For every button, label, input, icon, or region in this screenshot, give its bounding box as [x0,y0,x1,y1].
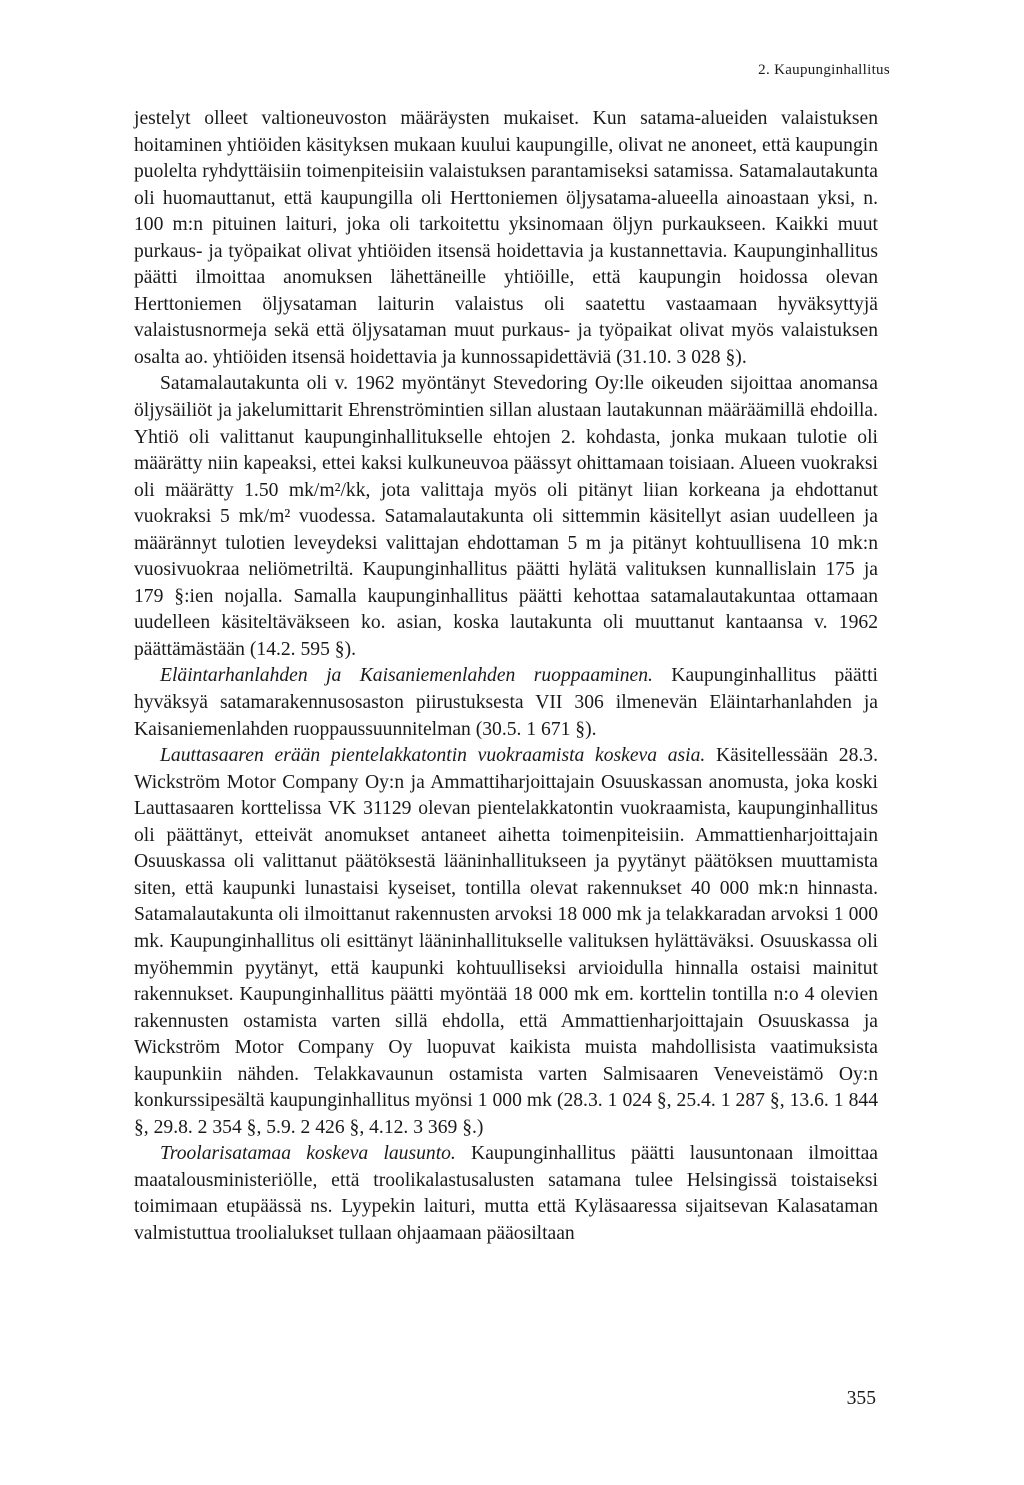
paragraph-text: Kaupunginhallitus päätti lausuntonaan ilmoittaa maatalousministeriölle, että troolikalastusalusten satamana tulee Helsingissä toistaiseksi toimimaan etupäässä ns. Lyypekin laituri, mutta että Kyläsaaressa sijaitsevan Kalasataman valmistuttua troolialukset tullaan ohjaamaan pääosiltaan [134,1143,878,1244]
paragraph-text: jestelyt olleet valtioneuvoston määräysten mukaiset. Kun satama-alueiden valaistuksen hoitaminen yhtiöiden käsityksen mukaan kuului kaupungille, olivat ne anoneet, että kaupungin puolelta ryhdyttäisiin toimenpiteisiin valaistuksen parantamiseksi satamissa. Satamalautakunta oli huomauttanut, että kaupungilla oli Herttoniemen öljysatama-alueella ainoastaan yksi, n. 100 m:n pituinen laituri, joka oli tarkoitettu yksinomaan öljyn purkaukseen. Kaikki muut purkaus- ja työpaikat olivat yhtiöiden itsensä hoidettavia ja kustannettavia. Kaupunginhallitus päätti ilmoittaa anomuksen lähettäneille yhtiöille, että kaupungin hoidossa olevan Herttoniemen öljysataman laiturin valaistus oli saatettu vastaamaan hyväksyttyjä valaistusnormeja sekä että öljysataman muut purkaus- ja työpaikat olivat myös valaistuksen osalta ao. yhtiöiden itsensä hoidettavia ja kunnossapidettäviä (31.10. 3 028 §). [134,108,878,368]
paragraph-lauttasaari [134,743,878,1141]
paragraph-text: Käsitellessään 28.3. Wickström Motor Company Oy:n ja Ammattiharjoittajain Osuuskassan anomusta, joka koski Lauttasaaren korttelissa VK 31129 olevan pientelakkatontin vuokraamista, kaupunginhallitus oli päättänyt, etteivät anomukset antaneet aihetta toimenpiteisiin. Ammattienharjoittajain Osuuskassa oli valittanut päätöksestä lääninhallitukseen ja pyytänyt päätöksen muuttamista siten, että kaupunki lunastaisi kyseiset, tontilla olevat rakennukset 40 000 mk:n hinnasta. Satamalautakunta oli ilmoittanut rakennusten arvoksi 18 000 mk ja telakkaradan arvoksi 1 000 mk. Kaupunginhallitus oli esittänyt lääninhallitukselle valituksen hylättäväksi. Osuuskassa oli myöhemmin pyytänyt, että kaupunki kohtuulliseksi arvioidulla hinnalla ostaisi mainitut rakennukset. Kaupunginhallitus päätti myöntää 18 000 mk em. korttelin tontilla n:o 4 olevien rakennusten ostamista varten sillä ehdolla, että Ammattienharjoittajain Osuuskassa ja Wickström Motor Company Oy luopuvat kaikista muista mahdollisista vaatimuksista kaupunkiin nähden. Telakkavaunun ostamista varten Salmisaaren Veneveistämö Oy:n konkurssipesältä kaupunginhallitus myönsi 1 000 mk (28.3. 1 024 §, 25.4. 1 287 §, 13.6. 1 844 §, 29.8. 2 354 §, 5.9. 2 426 §, 4.12. 3 369 §.) [134,745,878,1138]
running-head: 2. Kaupunginhallitus [758,62,890,78]
paragraph-stevedoring [134,371,878,663]
paragraph-dredging [134,663,878,743]
paragraph-topic: Lauttasaaren erään pientelakkatontin vuokraamista koskeva asia. [160,745,706,767]
paragraph-topic: Eläintarhanlahden ja Kaisaniemenlahden ruoppaaminen. [160,665,653,687]
paragraph-text: Kaupunginhallitus päätti hyväksyä satamarakennusosaston piirustuksesta VII 306 ilmenevän Eläintarhanlahden ja Kaisaniemenlahden ruoppaussuunnitelman (30.5. 1 671 §). [134,665,878,740]
paragraph-text: Satamalautakunta oli v. 1962 myöntänyt Stevedoring Oy:lle oikeuden sijoittaa anomansa öljysäiliöt ja jakelumittarit Ehrenströmintien sillan alustaan lautakunnan määräämillä ehdoilla. Yhtiö oli valittanut kaupunginhallitukselle ehtojen 2. kohdasta, jonka mukaan tulotie oli määrätty niin kapeaksi, ettei kaksi kulkuneuvoa päässyt ohittamaan toisiaan. Alueen vuokraksi oli määrätty 1.50 mk/m²/kk, jota valittaja myös oli pitänyt liian korkeana ja ehdottanut vuokraksi 5 mk/m² vuodessa. Satamalautakunta oli sittemmin käsitellyt asian uudelleen ja määrännyt tulotien leveydeksi valittajan ehdottaman 5 m ja pitänyt kohtuullisena 10 mk:n vuosivuokraa neliömetriltä. Kaupunginhallitus päätti hylätä valituksen kunnallislain 175 ja 179 §:ien nojalla. Samalla kaupunginhallitus päätti kehottaa satamalautakuntaa ottamaan uudelleen käsiteltäväkseen ko. asian, koska lautakunta oli muuttanut kantaansa v. 1962 päättämästään (14.2. 595 §). [134,373,878,660]
paragraph-trawler-harbour [134,1141,878,1247]
page-number: 355 [846,1388,876,1409]
paragraph-lighting [134,106,878,371]
paragraph-topic: Troolarisatamaa koskeva lausunto. [160,1143,456,1165]
body-text [134,106,878,1248]
